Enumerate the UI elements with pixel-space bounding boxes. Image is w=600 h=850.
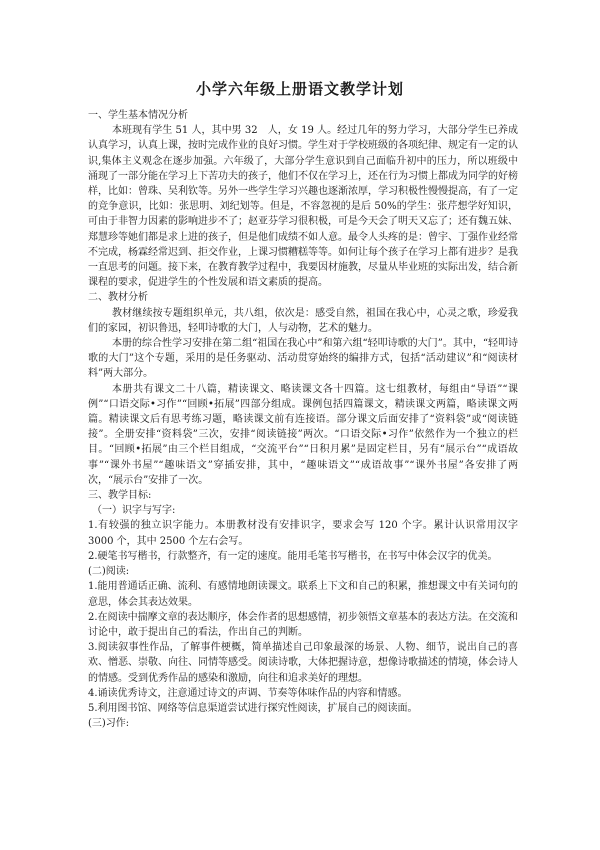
paragraph-comprehensive-learning: 本册的综合性学习安排在第二组“祖国在我心中”和第六组“轻叩诗歌的大门”。其中，“轻叩诗歌的大门”这个专题，采用的是任务驱动、活动贯穿始终的编排方式，包括“活动建议”和“阅读材料”两大部分。 bbox=[88, 338, 518, 380]
subheading-reading: (二)阅读: bbox=[88, 566, 130, 578]
page-title: 小学六年级上册语文教学计划 bbox=[195, 80, 404, 98]
document-body bbox=[88, 108, 518, 731]
goal-item: 4.诵读优秀诗文，注意通过诗文的声调、节奏等体味作品的内容和情感。 bbox=[88, 687, 408, 699]
paragraph-textbook-structure: 本册共有课文二十八篇，精读课文、略读课文各十四篇。这七组教材，每组由“导语”“课例”“口语交际•习作”“回顾•拓展”四部分组成。课例包括四篇课文，精读课文两篇，略读课文两篇。精读课文后有思考练习题，略读课文前有连接语。部分课文后面安排了“资料袋”或“阅读链接”。全册安排“资料袋”三次，安排“阅读链接”两次。“口语交际•习作”依然作为一个独立的栏目。“回顾•拓展”由三个栏目组成，“交流平台”“日积月累”是固定栏目，另有“展示台”“成语故事”“课外书屋”“趣味语文”穿插安排，其中，“趣味语文”“成语故事”“课外书屋”各安排了两次，“展示台”安排了一次。 bbox=[88, 383, 518, 486]
section-heading-student-analysis: 一、学生基本情况分析 bbox=[88, 110, 188, 121]
section-heading-textbook-analysis: 二、教材分析 bbox=[88, 292, 148, 304]
paragraph-student-analysis: 本班现有学生 51 人，其中男 32 人，女 19 人。经过几年的努力学习，大部分学生已养成认真学习，认真上课，按时完成作业的良好习惯。学生对于学校班级的各项纪律、规定有一定的认识,集体主义观念在逐步加强。六年级了，大部分学生意识到自己面临升初中的压力，所以班级中涌现了一部分能在学习上下苦功夫的孩子，他们不仅在学习上，还在行为习惯上都成为同学的好榜样，比如：曾珠、吴利钦等。另外一些学生学习兴趣也逐渐浓厚，学习积极性慢慢提高，有了一定的竞争意识，比如：张思明、刘纪划等。但是，不容忽视的是后 50%的学生：张芹想学好知识，可由于非智力因素的影响进步不了；赵亚芬学习很积极，可是今天会了明天又忘了；还有魏五妹、郑慧珍等她们都是求上进的孩子，但是他们成绩不如人意。最令人头疼的是：曾宇、丁强作业经常不完成，杨霖经常迟到、拒交作业，上课习惯糟糕等等。如何让每个孩子在学习上都有进步？是我一直思考的问题。接下来，在教育教学过程中，我要因材施教，尽量从毕业班的实际出发，结合新课程的要求，促进学生的个性发展和语文素质的提高。 bbox=[88, 125, 518, 289]
goal-item: 3.阅读叙事性作品，了解事件梗概，简单描述自己印象最深的场景、人物、细节，说出自己的喜欢、憎恶、崇敬、向往、同情等感受。阅读诗歌，大体把握诗意，想像诗歌描述的情境，体会诗人的情感。受到优秀作品的感染和激励，向往和追求美好的理想。 bbox=[88, 642, 518, 684]
section-heading-teaching-goals: 三、教学目标: bbox=[88, 490, 152, 502]
subheading-literacy-writing: （一）识字与写字: bbox=[92, 505, 176, 517]
goal-item: 1.能用普通话正确、流利、有感情地朗读课文。联系上下文和自己的积累，推想课文中有关词句的意思，体会其表达效果。 bbox=[88, 581, 518, 608]
paragraph-textbook-units: 教材继续按专题组织单元，共八组，依次是：感受自然，祖国在我心中，心灵之歌，珍爱我们的家园，初识鲁迅，轻叩诗歌的大门，人与动物，艺术的魅力。 bbox=[88, 307, 518, 334]
goal-item: 1.有较强的独立识字能力。本册教材没有安排识字，要求会写 120 个字。累计认识常用汉字 3000 个，其中 2500 个左右会写。 bbox=[88, 520, 518, 547]
goal-item: 5.利用图书馆、网络等信息渠道尝试进行探究性阅读，扩展自己的阅读面。 bbox=[88, 702, 418, 714]
subheading-composition: (三)习作: bbox=[88, 718, 130, 730]
goal-item: 2.硬笔书写楷书，行款整齐，有一定的速度。能用毛笔书写楷书，在书写中体会汉字的优美。 bbox=[88, 550, 498, 562]
goal-item: 2.在阅读中揣摩文章的表达顺序，体会作者的思想感情，初步领悟文章基本的表达方法。在交流和讨论中，敢于提出自己的看法，作出自己的判断。 bbox=[88, 611, 518, 638]
